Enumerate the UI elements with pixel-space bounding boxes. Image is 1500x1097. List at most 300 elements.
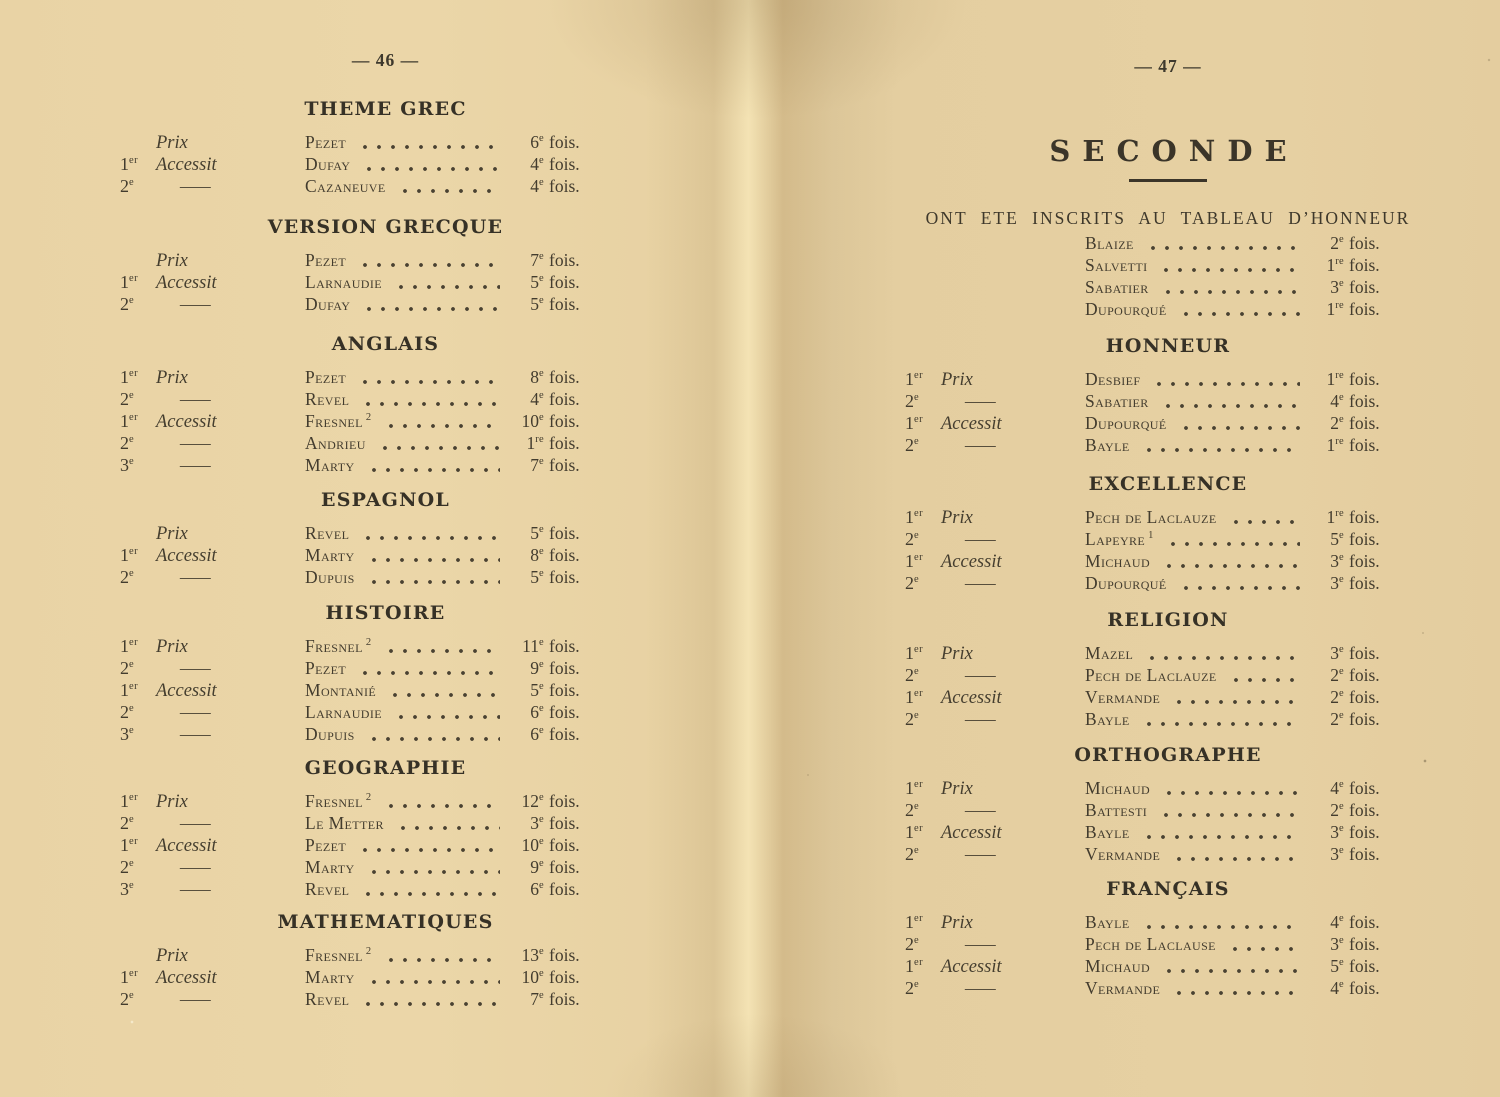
rank-word: — (965, 529, 996, 549)
times-label: fois. (1349, 255, 1380, 275)
rank-word: Accessit (941, 414, 1002, 434)
prize-rank-label (120, 989, 305, 1010)
dot-leader (1160, 563, 1300, 569)
rank-ordinal: 1er (905, 643, 924, 663)
rank-word: — (180, 433, 211, 453)
prize-rank-label (120, 367, 305, 389)
rank-ordinal: 1er (905, 507, 924, 527)
dot-leader (392, 714, 500, 720)
prize-row (120, 967, 595, 989)
prize-rank-label (905, 551, 1085, 573)
times-label: fois. (549, 132, 580, 152)
rank-word: — (180, 455, 211, 475)
times-label: fois. (549, 545, 580, 565)
page-46-sections (120, 98, 595, 1011)
laureate-name: Pezet (305, 367, 347, 387)
dot-leader (359, 401, 500, 407)
times-count: 3e (1330, 934, 1344, 954)
rank-word: — (180, 176, 211, 196)
rank-word: — (180, 658, 211, 678)
rank-ordinal: 2e (120, 658, 135, 678)
dot-leader (1177, 425, 1300, 431)
dot-leader (396, 188, 500, 194)
times-label: fois. (549, 857, 580, 877)
subject-title: RELIGION (1107, 609, 1229, 631)
subject-title: HISTOIRE (325, 602, 446, 624)
prize-row (905, 709, 1395, 731)
rank-word: Prix (941, 644, 973, 664)
times-count: 11e (522, 636, 544, 656)
prize-rank-label (120, 154, 305, 176)
dot-leader (1140, 447, 1300, 453)
dot-leader (1227, 519, 1300, 525)
prize-rank-label (120, 857, 305, 878)
times-label: fois. (1349, 299, 1380, 319)
prize-row (120, 523, 595, 545)
dot-leader (1160, 790, 1300, 796)
rank-ordinal: 1er (120, 367, 139, 387)
times-label: fois. (549, 702, 580, 722)
times-label: fois. (1349, 800, 1380, 820)
section-religion (905, 609, 1395, 731)
laureate-name: Andrieu (305, 433, 366, 453)
rank-word: Accessit (156, 968, 217, 988)
times-count: 6e (530, 724, 544, 744)
prize-row (120, 250, 595, 272)
prize-row (120, 680, 595, 702)
prize-row (905, 413, 1395, 435)
prize-rank-label (120, 835, 305, 857)
laureate-name: Pezet (305, 132, 347, 152)
rank-word: — (965, 665, 996, 685)
times-count: 1re (1326, 255, 1344, 275)
rank-word: Accessit (156, 836, 217, 856)
dot-leader (1143, 655, 1300, 661)
times-count: 2e (1330, 413, 1344, 433)
laureate-name: Pezet (305, 658, 347, 678)
rank-word: Accessit (941, 552, 1002, 572)
dot-leader (386, 692, 500, 698)
dot-leader (360, 166, 500, 172)
prize-rank-label (120, 455, 305, 476)
prize-row (905, 233, 1395, 255)
times-label: fois. (1349, 529, 1380, 549)
times-label: fois. (549, 272, 580, 292)
prize-rows (905, 778, 1395, 866)
dot-leader (1144, 245, 1300, 251)
laureate-name: Larnaudie (305, 702, 382, 722)
times-count: 10e (521, 411, 544, 431)
times-count: 3e (1330, 844, 1344, 864)
dot-leader (365, 557, 500, 563)
rank-ordinal: 1er (120, 411, 139, 431)
times-count: 6e (530, 702, 544, 722)
prize-row (120, 567, 595, 589)
prize-rank-label (905, 912, 1085, 934)
prize-row (120, 132, 595, 154)
prize-rank-label (120, 272, 305, 294)
times-count: 3e (1330, 551, 1344, 571)
prize-row (120, 455, 595, 477)
times-label: fois. (549, 680, 580, 700)
laureate-name: Larnaudie (305, 272, 382, 292)
dot-leader (1177, 585, 1300, 591)
rank-word: — (180, 702, 211, 722)
rank-ordinal: 1er (905, 551, 924, 571)
dot-leader (356, 262, 500, 268)
times-count: 13e (521, 945, 544, 965)
dot-leader (382, 648, 500, 654)
dot-leader (394, 825, 500, 831)
laureate-name: Dufay (305, 294, 351, 314)
prize-rows (905, 507, 1395, 595)
laureate-name: Michaud (1085, 551, 1151, 571)
times-count: 10e (521, 835, 544, 855)
rank-ordinal: 1er (905, 778, 924, 798)
section-version-grecque (120, 216, 595, 316)
heading-rule (1129, 179, 1207, 182)
dot-leader (356, 144, 500, 150)
laureate-name: Pech de Laclauze (1085, 665, 1217, 685)
dot-leader (1160, 968, 1300, 974)
prize-rank-label (905, 643, 1085, 665)
prize-row (905, 800, 1395, 822)
rank-word: — (965, 391, 996, 411)
times-count: 4e (530, 176, 544, 196)
dot-leader (356, 379, 500, 385)
laureate-name: Le Metter (305, 813, 384, 833)
dot-leader (1164, 541, 1300, 547)
prize-rows (905, 643, 1395, 731)
times-count: 6e (530, 879, 544, 899)
rank-ordinal: 1er (905, 956, 924, 976)
prize-rank-label (120, 680, 305, 702)
rank-ordinal: 2e (905, 844, 920, 864)
laureate-name: Bayle (1085, 709, 1130, 729)
subject-title: EXCELLENCE (1088, 473, 1248, 495)
rank-word: — (180, 857, 211, 877)
rank-word: — (965, 800, 996, 820)
subject-title: MATHEMATIQUES (277, 911, 494, 933)
rank-ordinal: 2e (120, 702, 135, 722)
rank-word: — (180, 294, 211, 314)
times-count: 3e (1330, 643, 1344, 663)
times-count: 8e (530, 545, 544, 565)
rank-word: — (180, 879, 211, 899)
times-count: 10e (521, 967, 544, 987)
prize-row (905, 507, 1395, 529)
subject-title: ANGLAIS (331, 333, 440, 355)
prize-rows (905, 912, 1395, 1000)
prize-rank-label (905, 529, 1085, 550)
rank-ordinal: 1er (120, 636, 139, 656)
subject-title: HONNEUR (1105, 335, 1231, 357)
prize-row (905, 844, 1395, 866)
laureate-name: Marty (305, 455, 355, 475)
dot-leader (382, 957, 500, 963)
rank-ordinal: 2e (120, 433, 135, 453)
times-count: 9e (530, 658, 544, 678)
times-count: 4e (1330, 912, 1344, 932)
subject-title: GEOGRAPHIE (304, 757, 467, 779)
dot-leader (1140, 924, 1300, 930)
dot-leader (1157, 812, 1300, 818)
laureate-name: Mazel (1085, 643, 1134, 663)
rank-ordinal: 2e (905, 709, 920, 729)
laureate-name: Revel (305, 989, 350, 1009)
times-label: fois. (1349, 573, 1380, 593)
dot-leader (360, 306, 500, 312)
prize-rank-label (905, 369, 1085, 391)
times-label: fois. (549, 813, 580, 833)
rank-ordinal: 1er (120, 680, 139, 700)
times-count: 5e (1330, 956, 1344, 976)
prize-row (120, 658, 595, 680)
rank-word: Prix (156, 946, 188, 966)
times-label: fois. (549, 433, 580, 453)
dot-leader (359, 1001, 500, 1007)
rank-ordinal: 2e (905, 800, 920, 820)
laureate-name: Bayle (1085, 822, 1130, 842)
prize-rank-label (120, 545, 305, 567)
times-count: 4e (1330, 391, 1344, 411)
prize-rank-label (120, 946, 305, 967)
times-count: 4e (1330, 778, 1344, 798)
times-count: 2e (1330, 800, 1344, 820)
rank-word: Prix (156, 251, 188, 271)
laureate-name: Dupuis (305, 724, 355, 744)
rank-word: Accessit (156, 412, 217, 432)
dot-leader (359, 535, 500, 541)
page-47-sections (905, 233, 1395, 1000)
times-label: fois. (549, 879, 580, 899)
prize-row (905, 978, 1395, 1000)
prize-rank-label (120, 176, 305, 197)
times-label: fois. (549, 567, 580, 587)
times-count: 2e (1330, 665, 1344, 685)
dot-leader (365, 467, 500, 473)
laureate-name: Michaud (1085, 778, 1151, 798)
prize-rank-label (120, 133, 305, 154)
laureate-name: Revel (305, 879, 350, 899)
times-count: 5e (530, 680, 544, 700)
prize-row (120, 857, 595, 879)
times-label: fois. (1349, 912, 1380, 932)
dot-leader (1140, 834, 1300, 840)
times-count: 2e (1330, 233, 1344, 253)
prize-rank-label (120, 724, 305, 745)
section-geographie (120, 757, 595, 901)
laureate-name: Blaize (1085, 233, 1134, 253)
dot-leader (359, 891, 500, 897)
times-count: 3e (1330, 277, 1344, 297)
laureate-name: Vermande (1085, 978, 1161, 998)
rank-ordinal: 2e (120, 857, 135, 877)
prize-rank-label (120, 411, 305, 433)
laureate-name: Cazaneuve (305, 176, 386, 196)
prize-rank-label (120, 636, 305, 658)
page-number-right: — 47 — (1134, 56, 1202, 76)
rank-ordinal: 1er (120, 967, 139, 987)
section-orthographe (905, 744, 1395, 866)
rank-ordinal: 2e (905, 665, 920, 685)
rank-word: — (965, 934, 996, 954)
dot-leader (1157, 267, 1300, 273)
laureate-name: Pech de Laclauze (1085, 507, 1217, 527)
dot-leader (376, 445, 500, 451)
section-mathematiques (120, 911, 595, 1011)
laureate-name: Salvetti (1085, 255, 1148, 275)
laureate-name: Pezet (305, 835, 347, 855)
times-label: fois. (549, 835, 580, 855)
rank-word: — (965, 573, 996, 593)
dot-leader (1150, 381, 1300, 387)
prize-rank-label (905, 844, 1085, 865)
prize-rank-label (120, 567, 305, 588)
laureate-name: Bayle (1085, 435, 1130, 455)
prize-row (120, 835, 595, 857)
prize-row (120, 791, 595, 813)
prize-rows (120, 132, 595, 198)
section-excellence (905, 473, 1395, 595)
prize-rank-label (120, 791, 305, 813)
rank-ordinal: 2e (120, 813, 135, 833)
prize-row (905, 277, 1395, 299)
prize-row (120, 636, 595, 658)
prize-rank-label (905, 800, 1085, 821)
dot-leader (1170, 699, 1300, 705)
prize-rows (905, 369, 1395, 457)
prize-rows (120, 945, 595, 1011)
times-count: 8e (530, 367, 544, 387)
dot-leader (1227, 677, 1300, 683)
subject-title: VERSION GRECQUE (267, 216, 504, 238)
rank-ordinal: 2e (905, 435, 920, 455)
prize-row (120, 879, 595, 901)
times-label: fois. (549, 176, 580, 196)
prize-rank-label (120, 433, 305, 454)
times-count: 2e (1330, 687, 1344, 707)
rank-ordinal: 2e (120, 389, 135, 409)
rank-ordinal: 2e (905, 391, 920, 411)
prize-rank-label (120, 294, 305, 315)
laureate-name: Vermande (1085, 687, 1161, 707)
laureate-name: Marty (305, 545, 355, 565)
times-label: fois. (1349, 233, 1380, 253)
times-count: 5e (530, 523, 544, 543)
times-label: fois. (1349, 709, 1380, 729)
laureate-name: Fresnel $^2$ (305, 411, 372, 431)
prize-rank-label (905, 391, 1085, 412)
subject-title: FRANÇAIS (1106, 878, 1230, 900)
laureate-name: Revel (305, 389, 350, 409)
prize-row (905, 665, 1395, 687)
prize-row (120, 545, 595, 567)
subject-title: ESPAGNOL (321, 489, 450, 511)
dot-leader (1170, 990, 1300, 996)
prize-row (120, 813, 595, 835)
rank-ordinal: 1er (120, 791, 139, 811)
times-label: fois. (1349, 822, 1380, 842)
prize-row (120, 411, 595, 433)
times-count: 5e (530, 272, 544, 292)
laureate-name: Desbief (1085, 369, 1141, 389)
dot-leader (392, 284, 500, 290)
laureate-name: Sabatier (1085, 277, 1149, 297)
dot-leader (1159, 403, 1300, 409)
dot-leader (1226, 946, 1300, 952)
times-count: 5e (530, 294, 544, 314)
laureate-name: Dufay (305, 154, 351, 174)
laureate-name: Vermande (1085, 844, 1161, 864)
page-number-left: — 46 — (351, 50, 420, 70)
rank-word: Prix (156, 368, 188, 388)
laureate-name: Pech de Laclause (1085, 934, 1216, 954)
times-label: fois. (1349, 956, 1380, 976)
rank-word: Prix (941, 779, 973, 799)
times-count: 4e (1330, 978, 1344, 998)
section-franc-ais (905, 878, 1395, 1000)
laureate-name: Dupuis (305, 567, 355, 587)
page-47 (905, 56, 1411, 1000)
rank-word: Prix (156, 524, 188, 544)
prize-rank-label (905, 573, 1085, 594)
rank-word: — (965, 844, 996, 864)
times-label: fois. (1349, 507, 1380, 527)
dot-leader (382, 423, 500, 429)
times-label: fois. (549, 367, 580, 387)
times-label: fois. (1349, 665, 1380, 685)
laureate-name: Bayle (1085, 912, 1130, 932)
section-honneur (905, 335, 1395, 457)
prize-rows (905, 233, 1395, 321)
prize-row (905, 573, 1395, 595)
rank-ordinal: 1er (905, 687, 924, 707)
prize-row (120, 367, 595, 389)
times-count: 1re (1326, 435, 1344, 455)
times-label: fois. (1349, 391, 1380, 411)
prize-row (120, 272, 595, 294)
laureate-name: Dupourqué (1085, 299, 1167, 319)
rank-word: — (180, 989, 211, 1009)
times-label: fois. (549, 967, 580, 987)
rank-word: — (965, 709, 996, 729)
times-count: 1re (1326, 507, 1344, 527)
rank-word: — (180, 567, 211, 587)
prize-rank-label (905, 778, 1085, 800)
rank-word: Accessit (156, 546, 217, 566)
section-histoire (120, 602, 595, 746)
rank-ordinal: 2e (120, 294, 135, 314)
laureate-name: Sabatier (1085, 391, 1149, 411)
times-label: fois. (1349, 551, 1380, 571)
laureate-name: Pezet (305, 250, 347, 270)
laureate-name: Dupourqué (1085, 573, 1167, 593)
prize-row (905, 551, 1395, 573)
times-count: 4e (530, 389, 544, 409)
rank-word: — (180, 813, 211, 833)
prize-row (905, 687, 1395, 709)
prize-row (905, 435, 1395, 457)
times-label: fois. (1349, 413, 1380, 433)
prize-rank-label (905, 934, 1085, 955)
times-label: fois. (1349, 778, 1380, 798)
rank-word: Accessit (156, 681, 217, 701)
prize-row (905, 391, 1395, 413)
times-label: fois. (549, 945, 580, 965)
laureate-name: Revel (305, 523, 350, 543)
times-count: 12e (521, 791, 544, 811)
